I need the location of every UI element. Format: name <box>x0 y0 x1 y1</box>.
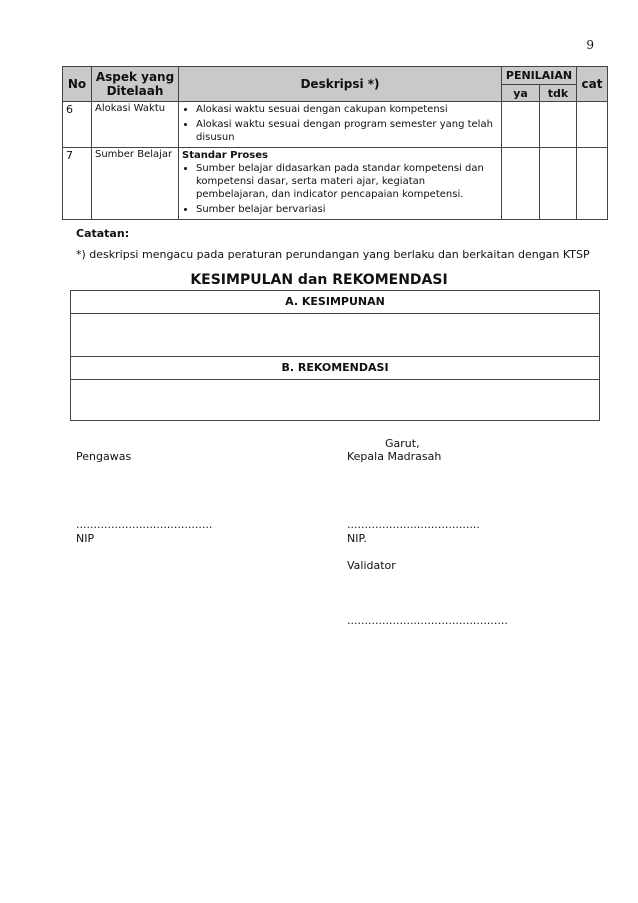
row-aspek: Sumber Belajar <box>92 148 179 220</box>
nip-right: NIP. <box>347 532 367 545</box>
signature-line-right: ...................................... <box>347 518 480 531</box>
header-aspek: Aspek yang Ditelaah <box>92 67 179 102</box>
list-item: • Sumber belajar bervariasi <box>196 203 498 216</box>
signature-line-validator: .............................................. <box>347 614 508 627</box>
section-b-content[interactable] <box>71 380 599 420</box>
signature-place: Garut, <box>385 437 420 450</box>
header-deskripsi: Deskripsi *) <box>179 67 502 102</box>
cell-cat[interactable] <box>577 148 608 220</box>
signature-pengawas: Pengawas <box>76 450 132 463</box>
section-a-content[interactable] <box>71 314 599 357</box>
section-b-title: B. REKOMENDASI <box>71 357 599 380</box>
header-no: No <box>63 67 92 102</box>
list-item: • Sumber belajar didasarkan pada standar kompetensi dan kompetensi dasar, serta materi ajar, kegiatan pembelajaran, dan indicator pencapaian kompetensi. <box>196 162 498 201</box>
row-subheading: Standar Proses <box>182 150 268 161</box>
cell-ya[interactable] <box>502 148 540 220</box>
row-no: 6 <box>63 102 92 148</box>
header-ya: ya <box>502 85 540 102</box>
signature-validator: Validator <box>347 559 396 572</box>
header-cat: cat <box>577 67 608 102</box>
list-item: • Alokasi waktu sesuai dengan cakupan kompetensi <box>196 103 498 116</box>
page-number: 9 <box>586 38 594 52</box>
notes-text: *) deskripsi mengacu pada peraturan perundangan yang berlaku dan berkaitan dengan KTSP <box>76 248 590 261</box>
signature-kepala: Kepala Madrasah <box>347 450 442 463</box>
list-item: • Alokasi waktu sesuai dengan program semester yang telah disusun <box>196 118 498 144</box>
header-penilaian: PENILAIAN <box>502 67 577 85</box>
row-no: 7 <box>63 148 92 220</box>
notes-label: Catatan: <box>76 227 130 240</box>
notes <box>76 227 590 261</box>
cell-cat[interactable] <box>577 102 608 148</box>
table-row <box>63 148 608 220</box>
section-a-title: A. KESIMPUNAN <box>71 291 599 314</box>
review-table <box>62 66 608 220</box>
cell-tdk[interactable] <box>540 102 577 148</box>
cell-tdk[interactable] <box>540 148 577 220</box>
header-tdk: tdk <box>540 85 577 102</box>
signature-line-left: ....................................... <box>76 518 213 531</box>
nip-left: NIP <box>76 532 95 545</box>
conclusion-title: KESIMPULAN dan REKOMENDASI <box>190 272 448 288</box>
conclusion-box <box>70 290 600 421</box>
row-deskripsi <box>179 148 502 220</box>
table-row <box>63 102 608 148</box>
cell-ya[interactable] <box>502 102 540 148</box>
row-aspek: Alokasi Waktu <box>92 102 179 148</box>
row-deskripsi <box>179 102 502 148</box>
